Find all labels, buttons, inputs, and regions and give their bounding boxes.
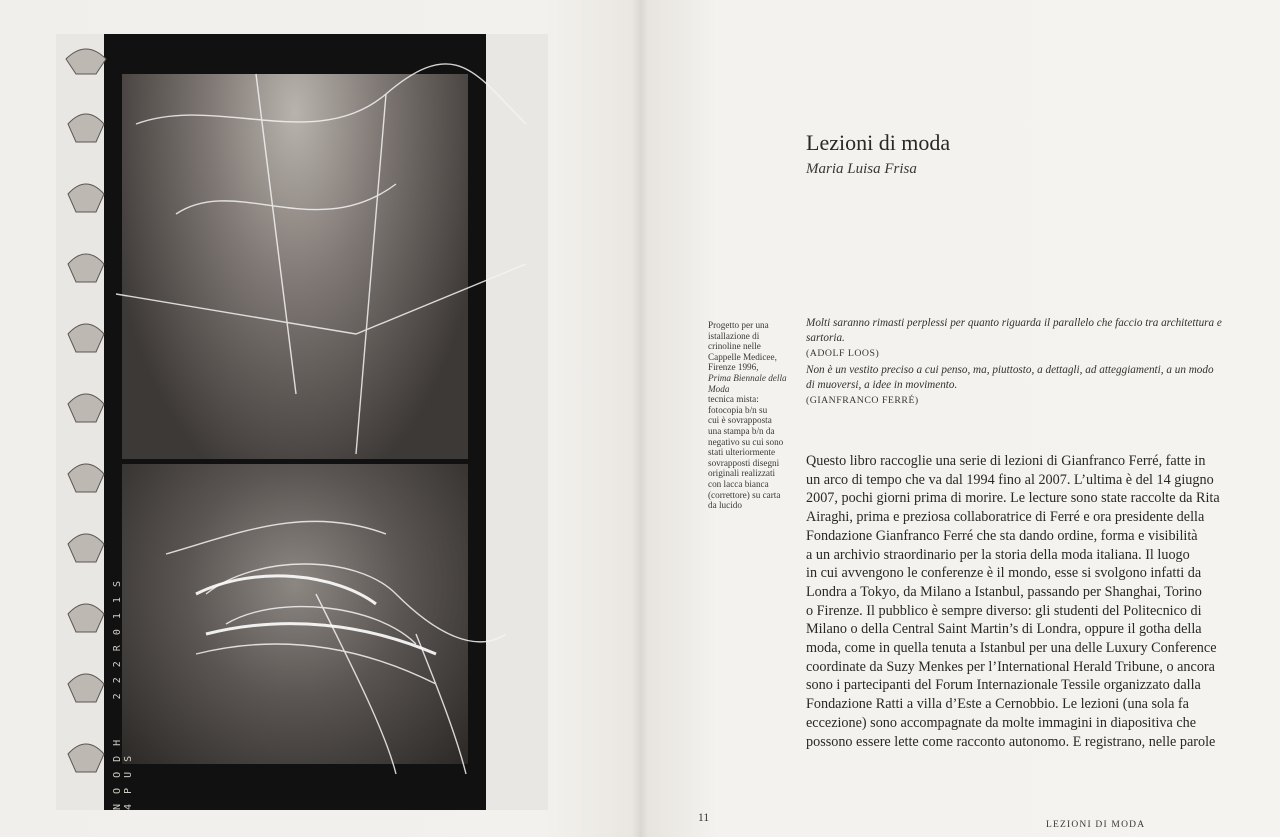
page-number: 11 [698,812,710,824]
chapter-author: Maria Luisa Frisa [806,161,917,177]
caption-line: Cappelle Medicee, [708,351,777,362]
caption-line: una stampa b/n da [708,425,775,436]
caption-line: negativo su cui sono [708,436,784,447]
body-line: sono i partecipanti del Forum Internazionale Tessile organizzato dalla [806,677,1201,694]
caption-line: crinoline nelle [708,341,761,352]
body-line: Airaghi, prima e preziosa collaboratrice di Ferré e ora presidente della [806,509,1205,526]
body-line: o Firenze. Il pubblico è sempre diverso: gli studenti del Politecnico di [806,602,1202,619]
quote-source: (ADOLF LOOS) [806,348,880,359]
caption-line: cui è sovrapposta [708,415,772,426]
quote-source: (GIANFRANCO FERRÉ) [806,395,919,406]
quote-text: Molti saranno rimasti perplessi per quanto riguarda il parallelo che faccio tra architettura e sartoria. [806,317,1222,344]
body-line: Questo libro raccoglie una serie di lezioni di Gianfranco Ferré, fatte in [806,453,1206,469]
body-line: coordinate da Suzy Menkes per l’International Herald Tribune, o ancora [806,658,1215,675]
book-gutter [632,0,648,837]
caption-line: stati ulteriormente [708,447,776,458]
running-head: LEZIONI DI MODA [1046,820,1146,830]
body-line: a un archivio straordinario per la storia della moda italiana. Il luogo [806,546,1190,563]
film-edge-mark: 2 2 2 R 0 1 1 S [112,579,123,700]
epigraph-quote [806,363,1236,408]
caption-line: con lacca bianca [708,478,769,489]
quote-text: di muoversi, a idee in movimento. [806,379,958,391]
caption-line: Prima Biennale della [708,372,787,383]
body-line: eccezione) sono accompagnate da molte immagini in diapositiva che [806,714,1197,731]
caption-line: sovrapposti disegni [708,457,780,468]
quote-text: Non è un vestito preciso a cui penso, ma, piuttosto, a dettagli, ad atteggiamenti, a un modo [806,364,1214,376]
caption-line: originali realizzati [708,468,776,479]
caption-line: istallazione di [708,330,760,341]
caption-line: tecnica mista: [708,394,759,405]
body-line: 2007, pochi giorni prima di morire. Le lecture sono state raccolte da Rita [806,490,1220,507]
caption-line: Moda [708,383,730,394]
body-line: un arco di tempo che va dal 1994 fino al 2007. L’ultima è del 14 giugno [806,471,1214,488]
body-line: Fondazione Gianfranco Ferré che sta dando ordine, forma e visibilità [806,527,1198,544]
caption-line: Progetto per una [708,320,769,330]
body-line: possono essere lette come racconto autonomo. E registrano, nelle parole [806,733,1216,750]
white-linework-drawing [56,34,548,810]
photo-caption [708,320,798,511]
body-line: Milano o della Central Saint Martin’s di Londra, oppure il gotha della [806,621,1202,638]
chapter-title: Lezioni di moda [806,130,951,155]
body-paragraph [806,452,1226,751]
crinoline-sketches [56,34,116,784]
body-line: moda, come in quella tenuta a Istanbul per una delle Luxury Conference [806,640,1217,657]
caption-line: Firenze 1996, [708,362,759,373]
film-edge-mark: N O O D H 4 P U S [112,737,134,810]
installation-photo [56,34,548,810]
caption-line: da lucido [708,500,742,511]
body-line: Fondazione Ratti a villa d’Este a Cernobbio. Le lezioni (una sola fa [806,696,1189,713]
body-line: in cui avvengono le conferenze è il mondo, esse si svolgono infatti da [806,565,1202,582]
epigraph-quote [806,316,1236,361]
body-line: Londra a Tokyo, da Milano a Istanbul, passando per Shanghai, Torino [806,583,1202,600]
caption-line: fotocopia b/n su [708,404,768,415]
caption-line: (correttore) su carta [708,489,781,500]
